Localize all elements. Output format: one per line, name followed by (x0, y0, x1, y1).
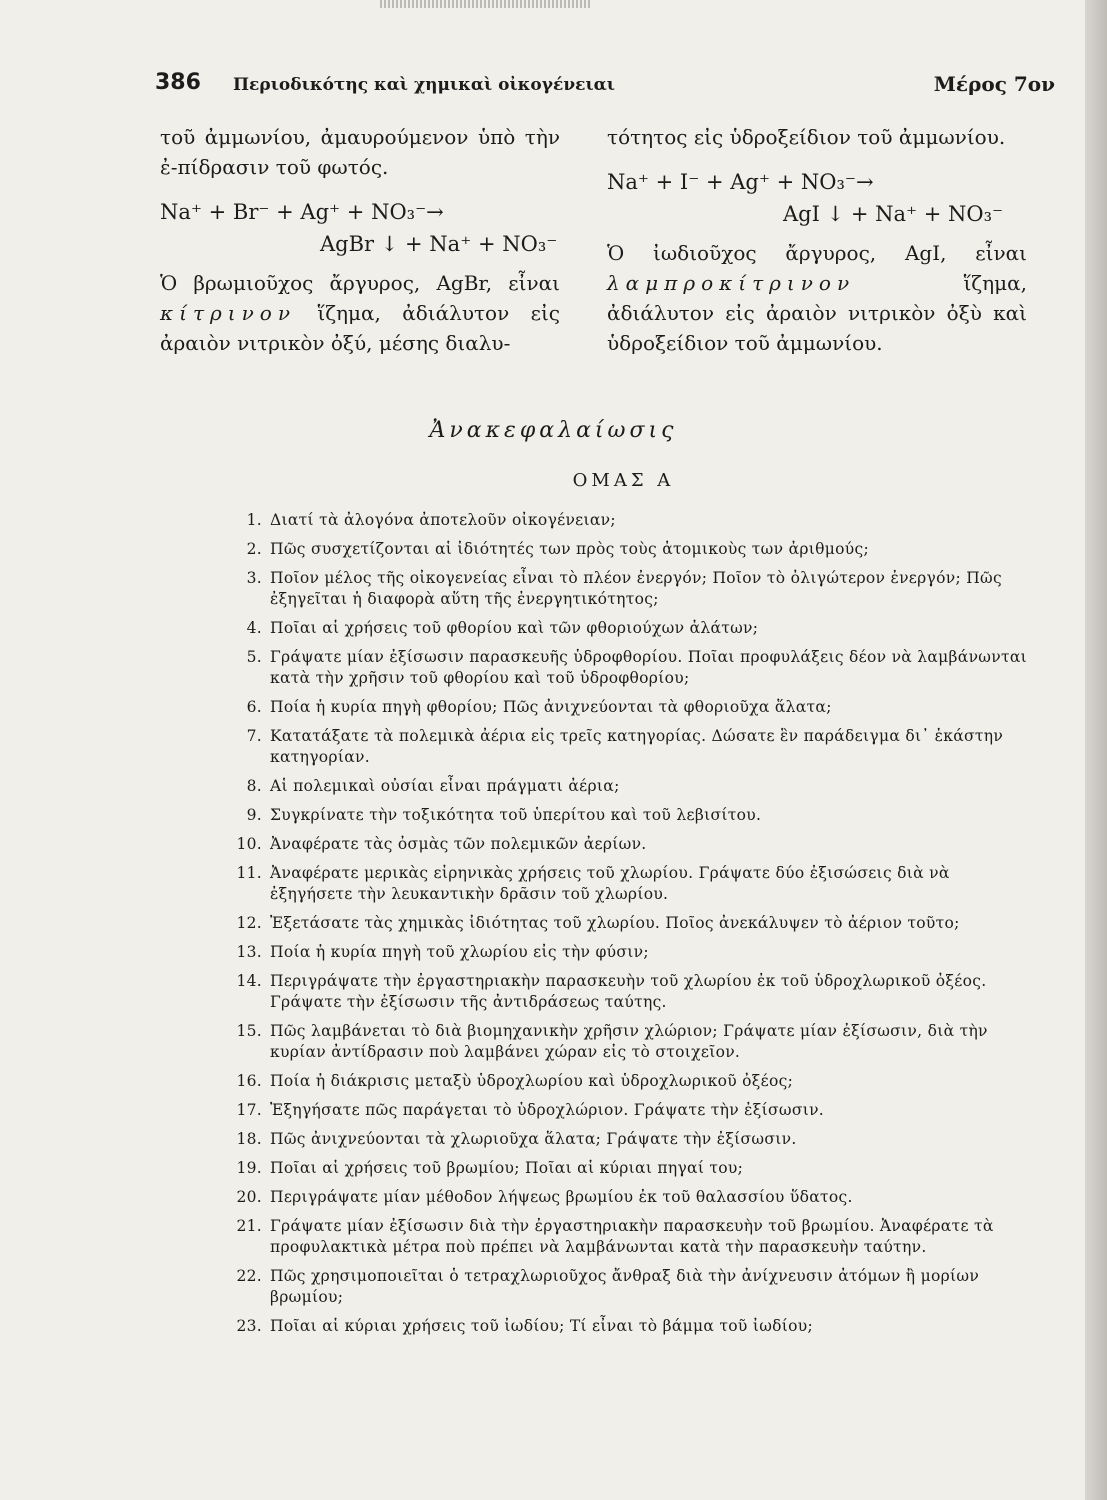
question-text: Περιγράψατε τὴν ἐργαστηριακὴν παρασκευὴν τοῦ χλωρίου ἐκ τοῦ ὑδροχλωρικοῦ ὀξέος. Γράψατε τὴν ἐξίσωσιν τῆς ἀντιδράσεως ταύτης. (270, 972, 987, 1011)
page-right-edge (1085, 0, 1107, 1500)
question-number: 22. (236, 1267, 262, 1285)
question-item (215, 913, 1035, 934)
question-item (215, 971, 1035, 1013)
question-number: 5. (246, 648, 262, 666)
question-text: Πῶς ἀνιχνεύονται τὰ χλωριοῦχα ἅλατα; Γράψατε τὴν ἐξίσωσιν. (270, 1130, 797, 1148)
question-item (215, 1187, 1035, 1208)
question-number: 21. (236, 1217, 262, 1235)
question-text: Πῶς συσχετίζονται αἱ ἰδιότητές των πρὸς τοὺς ἀτομικοὺς των ἀριθμούς; (270, 540, 869, 558)
question-item (215, 1129, 1035, 1150)
question-text: Ἀναφέρατε τὰς ὀσμὰς τῶν πολεμικῶν ἀερίων. (270, 835, 647, 853)
page-top-edge (380, 0, 590, 8)
right-paragraph-2-end: ἵζημα, ἀδιάλυτον εἰς ἀραιὸν νιτρικὸν ὀξὺ καὶ ὑδροξείδιον τοῦ ἀμμωνίου. (607, 271, 1027, 355)
question-number: 3. (246, 569, 262, 587)
question-item (215, 568, 1035, 610)
left-paragraph-2 (160, 268, 560, 358)
question-number: 7. (246, 727, 262, 745)
question-number: 2. (246, 540, 262, 558)
question-number: 19. (236, 1159, 262, 1177)
question-number: 8. (246, 777, 262, 795)
question-number: 23. (236, 1317, 262, 1335)
left-paragraph-2-start: Ὁ βρωμιοῦχος ἄργυρος, AgBr, εἶναι (160, 271, 560, 295)
question-text: Γράψατε μίαν ἐξίσωσιν διὰ τὴν ἐργαστηριακὴν παρασκευὴν τοῦ βρωμίου. Ἀναφέρατε τὰ προφυλακτικὰ μέτρα ποὺ πρέπει νὰ λαμβάνωνται κατὰ τὴν παρασκευὴν ταύτην. (270, 1217, 994, 1256)
right-paragraph-2-start: Ὁ ἰωδιοῦχος ἄργυρος, AgI, εἶναι (607, 241, 1027, 265)
question-text: Ἐξετάσατε τὰς χημικὰς ἰδιότητας τοῦ χλωρίου. Ποῖος ἀνεκάλυψεν τὸ ἀέριον τοῦτο; (270, 914, 960, 932)
question-item (215, 647, 1035, 689)
question-item (215, 726, 1035, 768)
right-paragraph-2 (607, 238, 1027, 358)
question-item (215, 834, 1035, 855)
question-text: Ποία ἡ διάκρισις μεταξὺ ὑδροχλωρίου καὶ ὑδροχλωρικοῦ ὀξέος; (270, 1072, 794, 1090)
question-text: Γράψατε μίαν ἐξίσωσιν παρασκευῆς ὑδροφθορίου. Ποῖαι προφυλάξεις δέον νὰ λαμβάνωνται κατὰ τὴν χρῆσιν τοῦ φθορίου καὶ τοῦ ὑδροφθορίου; (270, 648, 1027, 687)
question-item (215, 1100, 1035, 1121)
group-title: ΟΜΑΣ Α (572, 470, 675, 491)
question-item (215, 776, 1035, 797)
question-item (215, 1316, 1035, 1337)
left-column (160, 122, 560, 358)
question-text: Περιγράψατε μίαν μέθοδον λήψεως βρωμίου ἐκ τοῦ θαλασσίου ὕδατος. (270, 1188, 853, 1206)
right-paragraph-1: τότητος εἰς ὑδροξείδιον τοῦ ἀμμωνίου. (607, 125, 1006, 149)
question-item (215, 1021, 1035, 1063)
page-header (155, 70, 1055, 104)
left-equation-line-2: AgBr ↓ + Na⁺ + NO₃⁻ (320, 232, 558, 256)
question-number: 14. (236, 972, 262, 990)
question-number: 1. (246, 511, 262, 529)
page-number: 386 (155, 70, 201, 95)
question-text: Ποία ἡ κυρία πηγὴ φθορίου; Πῶς ἀνιχνεύονται τὰ φθοριοῦχα ἅλατα; (270, 698, 832, 716)
right-equation-line-2: AgI ↓ + Na⁺ + NO₃⁻ (783, 202, 1004, 226)
question-number: 13. (236, 943, 262, 961)
question-item (215, 1266, 1035, 1308)
question-item (215, 805, 1035, 826)
question-number: 11. (236, 864, 262, 882)
question-item (215, 697, 1035, 718)
question-text: Διατί τὰ ἀλογόνα ἀποτελοῦν οἰκογένειαν; (270, 511, 616, 529)
right-equation (607, 166, 1027, 230)
question-number: 17. (236, 1101, 262, 1119)
question-text: Ἐξηγήσατε πῶς παράγεται τὸ ὑδροχλώριον. Γράψατε τὴν ἐξίσωσιν. (270, 1101, 825, 1119)
running-title: Περιοδικότης καὶ χημικαὶ οἰκογένειαι (233, 75, 615, 95)
question-text: Ποῖαι αἱ χρήσεις τοῦ βρωμίου; Ποῖαι αἱ κύριαι πηγαί του; (270, 1159, 744, 1177)
question-text: Συγκρίνατε τὴν τοξικότητα τοῦ ὑπερίτου καὶ τοῦ λεβισίτου. (270, 806, 762, 824)
right-column (607, 122, 1027, 358)
question-number: 20. (236, 1188, 262, 1206)
left-equation (160, 196, 560, 260)
question-number: 6. (246, 698, 262, 716)
right-paragraph-2-emphasis: λαμπροκίτρινον (607, 271, 856, 295)
question-text: Ποῖον μέλος τῆς οἰκογενείας εἶναι τὸ πλέον ἐνεργόν; Ποῖον τὸ ὀλιγώτερον ἐνεργόν; Πῶς ἐξηγεῖται ἡ διαφορὰ αὕτη τῆς ἐνεργητικότητος; (270, 569, 1002, 608)
question-item (215, 618, 1035, 639)
question-text: Ποῖαι αἱ χρήσεις τοῦ φθορίου καὶ τῶν φθοριούχων ἀλάτων; (270, 619, 759, 637)
question-number: 15. (236, 1022, 262, 1040)
question-number: 16. (236, 1072, 262, 1090)
question-text: Ποῖαι αἱ κύριαι χρήσεις τοῦ ἰωδίου; Τί εἶναι τὸ βάμμα τοῦ ἰωδίου; (270, 1317, 814, 1335)
question-text: Αἱ πολεμικαὶ οὐσίαι εἶναι πράγματι ἀέρια; (270, 777, 620, 795)
question-item (215, 1158, 1035, 1179)
question-item (215, 863, 1035, 905)
part-label: Μέρος 7ον (933, 72, 1055, 96)
question-item (215, 510, 1035, 531)
question-list (215, 510, 1035, 1345)
question-text: Κατατάξατε τὰ πολεμικὰ ἀέρια εἰς τρεῖς κατηγορίας. Δώσατε ἓν παράδειγμα δι᾽ ἑκάστην κατηγορίαν. (270, 727, 1004, 766)
question-number: 9. (246, 806, 262, 824)
question-number: 10. (236, 835, 262, 853)
question-text: Πῶς λαμβάνεται τὸ διὰ βιομηχανικὴν χρῆσιν χλώριον; Γράψατε μίαν ἐξίσωσιν, διὰ τὴν κυρίαν ἀντίδρασιν ποὺ λαμβάνει χώραν εἰς τὸ στοιχεῖον. (270, 1022, 988, 1061)
question-item (215, 1216, 1035, 1258)
question-item (215, 942, 1035, 963)
question-number: 4. (246, 619, 262, 637)
question-text: Πῶς χρησιμοποιεῖται ὁ τετραχλωριοῦχος ἄνθραξ διὰ τὴν ἀνίχνευσιν ἀτόμων ἢ μορίων βρωμίου; (270, 1267, 980, 1306)
left-paragraph-2-end: ἵζημα, ἀδιάλυτον εἰς ἀραιὸν νιτρικὸν ὀξύ, μέσης διαλυ- (160, 301, 561, 355)
question-text: Ἀναφέρατε μερικὰς εἰρηνικὰς χρήσεις τοῦ χλωρίου. Γράψατε δύο ἐξισώσεις διὰ νὰ ἐξηγήσετε τὴν λευκαντικὴν δρᾶσιν τοῦ χλωρίου. (270, 864, 950, 903)
question-item (215, 1071, 1035, 1092)
question-number: 18. (236, 1130, 262, 1148)
question-item (215, 539, 1035, 560)
left-paragraph-2-emphasis: κίτρινον (160, 301, 296, 325)
left-equation-line-1: Na⁺ + Br⁻ + Ag⁺ + NO₃⁻→ (160, 200, 444, 224)
question-number: 12. (236, 914, 262, 932)
question-text: Ποία ἡ κυρία πηγὴ τοῦ χλωρίου εἰς τὴν φύσιν; (270, 943, 649, 961)
right-equation-line-1: Na⁺ + I⁻ + Ag⁺ + NO₃⁻→ (607, 170, 874, 194)
left-paragraph-1: τοῦ ἀμμωνίου, ἀμαυρούμενον ὑπὸ τὴν ἐ-πίδρασιν τοῦ φωτός. (160, 125, 560, 179)
review-title: Ἀνακεφαλαίωσις (429, 418, 678, 443)
